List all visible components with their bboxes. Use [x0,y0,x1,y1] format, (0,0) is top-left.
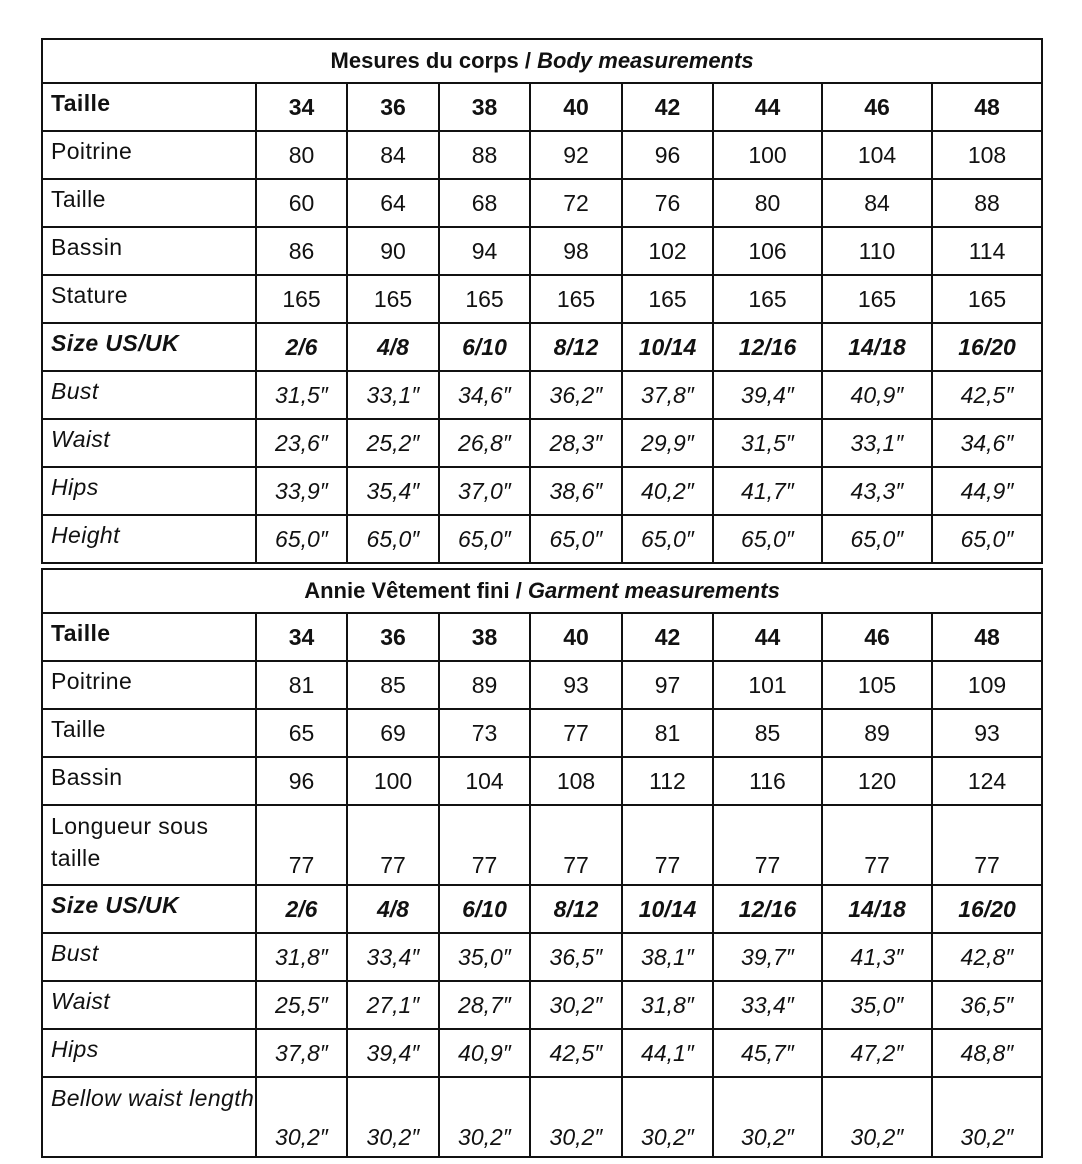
table-cell: 65,0″ [622,515,713,563]
table-cell: 30,2″ [530,981,622,1029]
table-row [42,323,1042,371]
table-cell: 30,2″ [932,1077,1042,1157]
table-cell: 65,0″ [347,515,439,563]
table-title-fr: Annie Vêtement fini / [304,578,528,603]
table-row [42,981,1042,1029]
table-cell: 84 [347,131,439,179]
table-cell: 93 [932,709,1042,757]
row-label: Longueur sous taille [42,805,256,885]
table-cell: 77 [713,805,822,885]
table-cell: 12/16 [713,323,822,371]
table-cell: 44,9″ [932,467,1042,515]
table-cell: 165 [713,275,822,323]
table-cell: 65,0″ [530,515,622,563]
table-cell: 48 [932,613,1042,661]
table-cell: 10/14 [622,323,713,371]
table-cell: 104 [439,757,530,805]
table-cell: 114 [932,227,1042,275]
table-cell: 65 [256,709,347,757]
table-cell: 42,8″ [932,933,1042,981]
table-cell: 106 [713,227,822,275]
table-cell: 124 [932,757,1042,805]
table-cell: 69 [347,709,439,757]
table-cell: 80 [256,131,347,179]
table-cell: 25,5″ [256,981,347,1029]
table-cell: 34 [256,613,347,661]
table-cell: 44 [713,83,822,131]
table-cell: 116 [713,757,822,805]
table-cell: 33,1″ [347,371,439,419]
table-cell: 37,8″ [622,371,713,419]
table-cell: 96 [622,131,713,179]
table-cell: 73 [439,709,530,757]
table-cell: 28,3″ [530,419,622,467]
table-cell: 14/18 [822,323,932,371]
table-cell: 30,2″ [822,1077,932,1157]
table-cell: 84 [822,179,932,227]
table-cell: 80 [713,179,822,227]
table-cell: 36,5″ [932,981,1042,1029]
table-cell: 48,8″ [932,1029,1042,1077]
table-row [42,885,1042,933]
table-cell: 27,1″ [347,981,439,1029]
row-label: Size US/UK [42,885,256,933]
table-cell: 28,7″ [439,981,530,1029]
table-cell: 36 [347,83,439,131]
table-cell: 42,5″ [530,1029,622,1077]
table-cell: 30,2″ [713,1077,822,1157]
table-cell: 2/6 [256,323,347,371]
table-cell: 165 [622,275,713,323]
table-cell: 12/16 [713,885,822,933]
table-cell: 92 [530,131,622,179]
table-cell: 77 [439,805,530,885]
table-cell: 25,2″ [347,419,439,467]
table-cell: 38,6″ [530,467,622,515]
table-cell: 110 [822,227,932,275]
table-cell: 65,0″ [932,515,1042,563]
table-row [42,933,1042,981]
table-cell: 41,7″ [713,467,822,515]
table-row [42,275,1042,323]
body-table-body [42,39,1042,563]
table-cell: 16/20 [932,885,1042,933]
table-row [42,805,1042,885]
table-row [42,371,1042,419]
table-cell: 88 [439,131,530,179]
table-cell: 40,9″ [822,371,932,419]
table-cell: 16/20 [932,323,1042,371]
table-cell: 89 [822,709,932,757]
table-cell: 44 [713,613,822,661]
table-cell: 33,1″ [822,419,932,467]
row-label: Bassin [42,227,256,275]
table-cell: 6/10 [439,323,530,371]
row-label: Bust [42,371,256,419]
table-cell: 102 [622,227,713,275]
row-label: Hips [42,467,256,515]
row-label: Poitrine [42,131,256,179]
table-row [42,467,1042,515]
table-cell: 40 [530,613,622,661]
table-cell: 30,2″ [347,1077,439,1157]
table-title-row [42,39,1042,83]
table-cell: 40,9″ [439,1029,530,1077]
table-cell: 97 [622,661,713,709]
table-cell: 47,2″ [822,1029,932,1077]
table-cell: 43,3″ [822,467,932,515]
table-cell: 90 [347,227,439,275]
row-label: Waist [42,419,256,467]
table-cell: 23,6″ [256,419,347,467]
row-label: Poitrine [42,661,256,709]
table-cell: 30,2″ [530,1077,622,1157]
table-cell: 165 [347,275,439,323]
table-cell: 76 [622,179,713,227]
table-cell: 38 [439,613,530,661]
row-label: Taille [42,179,256,227]
table-cell: 35,0″ [439,933,530,981]
table-row [42,515,1042,563]
table-title-en: Body measurements [537,48,754,73]
table-cell: 30,2″ [439,1077,530,1157]
table-row [42,757,1042,805]
table-cell: 86 [256,227,347,275]
garment-measurements-table [41,568,1043,1158]
table-cell: 77 [256,805,347,885]
table-title-row [42,569,1042,613]
table-cell: 14/18 [822,885,932,933]
table-cell: 65,0″ [822,515,932,563]
table-cell: 33,4″ [713,981,822,1029]
table-row [42,227,1042,275]
table-title [42,39,1042,83]
table-cell: 34,6″ [439,371,530,419]
table-cell: 10/14 [622,885,713,933]
table-row [42,419,1042,467]
table-cell: 41,3″ [822,933,932,981]
row-label: Bellow waist length [42,1077,256,1157]
table-cell: 96 [256,757,347,805]
table-row [42,1077,1042,1157]
table-row [42,613,1042,661]
table-cell: 2/6 [256,885,347,933]
table-title [42,569,1042,613]
table-row [42,661,1042,709]
garment-table-body [42,569,1042,1157]
table-cell: 39,4″ [713,371,822,419]
table-cell: 165 [530,275,622,323]
table-cell: 37,8″ [256,1029,347,1077]
table-cell: 31,8″ [622,981,713,1029]
table-cell: 8/12 [530,885,622,933]
table-cell: 30,2″ [256,1077,347,1157]
table-cell: 108 [932,131,1042,179]
table-cell: 165 [822,275,932,323]
table-cell: 89 [439,661,530,709]
table-cell: 108 [530,757,622,805]
table-cell: 165 [932,275,1042,323]
table-cell: 34 [256,83,347,131]
table-row [42,179,1042,227]
table-cell: 26,8″ [439,419,530,467]
table-cell: 4/8 [347,885,439,933]
row-label: Taille [42,613,256,661]
table-title-fr: Mesures du corps / [330,48,538,73]
table-cell: 104 [822,131,932,179]
table-cell: 42 [622,613,713,661]
table-cell: 81 [256,661,347,709]
table-cell: 40,2″ [622,467,713,515]
row-label: Bust [42,933,256,981]
table-cell: 46 [822,83,932,131]
table-cell: 45,7″ [713,1029,822,1077]
table-cell: 31,5″ [713,419,822,467]
table-cell: 44,1″ [622,1029,713,1077]
table-cell: 46 [822,613,932,661]
table-cell: 109 [932,661,1042,709]
table-cell: 64 [347,179,439,227]
row-label: Bassin [42,757,256,805]
table-cell: 65,0″ [713,515,822,563]
table-cell: 33,4″ [347,933,439,981]
row-label: Taille [42,709,256,757]
row-label: Size US/UK [42,323,256,371]
table-cell: 36,5″ [530,933,622,981]
table-cell: 60 [256,179,347,227]
table-cell: 31,5″ [256,371,347,419]
table-cell: 85 [713,709,822,757]
table-title-en: Garment measurements [527,578,780,603]
table-cell: 4/8 [347,323,439,371]
table-row [42,1029,1042,1077]
table-cell: 33,9″ [256,467,347,515]
table-cell: 37,0″ [439,467,530,515]
table-cell: 38 [439,83,530,131]
table-cell: 6/10 [439,885,530,933]
table-cell: 29,9″ [622,419,713,467]
table-row [42,709,1042,757]
table-cell: 77 [530,709,622,757]
table-cell: 68 [439,179,530,227]
table-cell: 100 [347,757,439,805]
table-cell: 36 [347,613,439,661]
table-cell: 65,0″ [439,515,530,563]
table-cell: 100 [713,131,822,179]
table-cell: 94 [439,227,530,275]
table-cell: 48 [932,83,1042,131]
table-row [42,83,1042,131]
table-cell: 65,0″ [256,515,347,563]
body-measurements-table [41,38,1043,564]
row-label: Stature [42,275,256,323]
table-cell: 101 [713,661,822,709]
row-label: Taille [42,83,256,131]
table-cell: 8/12 [530,323,622,371]
table-cell: 165 [256,275,347,323]
table-cell: 77 [530,805,622,885]
row-label: Hips [42,1029,256,1077]
table-cell: 165 [439,275,530,323]
table-cell: 120 [822,757,932,805]
table-cell: 93 [530,661,622,709]
table-cell: 105 [822,661,932,709]
table-cell: 35,0″ [822,981,932,1029]
table-cell: 38,1″ [622,933,713,981]
table-cell: 88 [932,179,1042,227]
table-cell: 42 [622,83,713,131]
table-cell: 42,5″ [932,371,1042,419]
table-cell: 77 [622,805,713,885]
row-label: Waist [42,981,256,1029]
table-cell: 40 [530,83,622,131]
table-cell: 77 [347,805,439,885]
table-cell: 77 [822,805,932,885]
table-cell: 98 [530,227,622,275]
table-cell: 39,4″ [347,1029,439,1077]
table-cell: 77 [932,805,1042,885]
table-cell: 112 [622,757,713,805]
table-cell: 81 [622,709,713,757]
table-cell: 85 [347,661,439,709]
table-cell: 30,2″ [622,1077,713,1157]
table-cell: 34,6″ [932,419,1042,467]
row-label: Height [42,515,256,563]
table-row [42,131,1042,179]
table-cell: 72 [530,179,622,227]
table-cell: 39,7″ [713,933,822,981]
table-cell: 36,2″ [530,371,622,419]
table-cell: 35,4″ [347,467,439,515]
table-cell: 31,8″ [256,933,347,981]
